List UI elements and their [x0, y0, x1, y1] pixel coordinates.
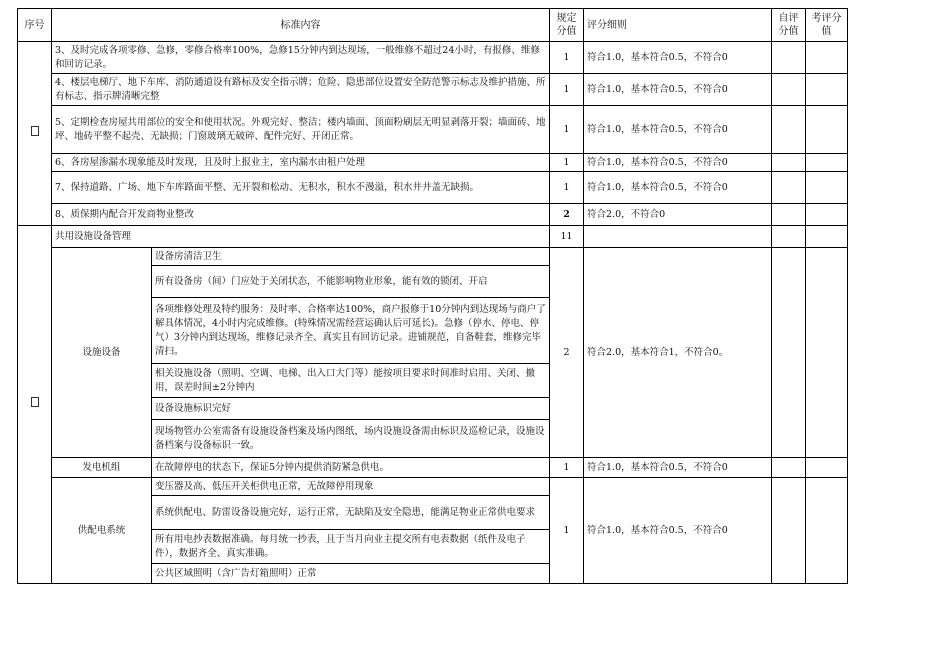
table-row [18, 478, 848, 496]
standard-score: 1 [550, 172, 584, 204]
standard-detail: 符合1.0，基本符合0.5，不符合0 [584, 172, 772, 204]
standard-detail: 符合1.0，基本符合0.5，不符合0 [584, 154, 772, 172]
eval-score-cell[interactable] [806, 248, 848, 458]
eval-score-cell[interactable] [806, 74, 848, 106]
standard-score: 1 [550, 74, 584, 106]
standard-content: 7、保持道路、广场、地下车库路面平整、无开裂和松动、无积水，积水不漫溢，积水井井盖无缺损。 [52, 172, 550, 204]
standard-content: 6、各房屋渗漏水现象能及时发现，且及时上报业主，室内漏水由租户处理 [52, 154, 550, 172]
standard-score: 2 [550, 248, 584, 458]
standard-content: 设备设施标识完好 [152, 398, 550, 420]
header-row [18, 9, 848, 42]
standard-detail: 符合1.0，基本符合0.5，不符合0 [584, 458, 772, 478]
self-score-cell[interactable] [772, 154, 806, 172]
section-title-row [18, 226, 848, 248]
self-score-cell[interactable] [772, 106, 806, 154]
table-row [18, 154, 848, 172]
standard-score: 1 [550, 106, 584, 154]
missing-glyph-icon [31, 126, 39, 136]
standard-content: 系统供配电、防雷设备设施完好，运行正常，无缺陷及安全隐患，能满足物业正常供电要求 [152, 496, 550, 530]
header-self-score: 自评分值 [772, 9, 806, 42]
standard-content: 公共区域照明（含广告灯箱照明）正常 [152, 564, 550, 584]
standard-content: 3、及时完成各项零修、急修，零修合格率100%，急修15分钟内到达现场，一般维修不超过24小时，有报修、维修和回访记录。 [52, 42, 550, 74]
standard-content: 相关设施设备（照明、空调、电梯、出入口大门等）能按项目要求时间准时启用、关闭、撤用，误差时间±2分钟内 [152, 364, 550, 398]
eval-score-cell[interactable] [806, 42, 848, 74]
self-score-cell[interactable] [772, 74, 806, 106]
standard-detail: 符合1.0，基本符合0.5，不符合0 [584, 478, 772, 584]
standard-score: 1 [550, 478, 584, 584]
standard-content: 4、楼层电梯厅、地下车库、消防通道设有路标及安全指示牌；危险、隐患部位设置安全防范警示标志及维护措施、所有标志、指示牌清晰完整 [52, 74, 550, 106]
self-score-cell[interactable] [772, 42, 806, 74]
eval-score-cell[interactable] [806, 172, 848, 204]
standard-score: 2 [550, 204, 584, 226]
standard-detail: 符合1.0，基本符合0.5，不符合0 [584, 106, 772, 154]
standard-content: 8、质保期内配合开发商物业整改 [52, 204, 550, 226]
table-row [18, 204, 848, 226]
eval-score-cell[interactable] [806, 204, 848, 226]
self-score-cell[interactable] [772, 172, 806, 204]
standard-score: 1 [550, 458, 584, 478]
standard-score: 1 [550, 154, 584, 172]
category-label: 发电机组 [52, 458, 152, 478]
self-score-cell[interactable] [772, 478, 806, 584]
standard-content: 所有用电抄表数据准确。每月统一抄表，且于当月向业主提交所有电表数据（纸件及电子件），数据齐全、真实准确。 [152, 530, 550, 564]
header-detail: 评分细则 [584, 9, 772, 42]
standard-content: 设备房清洁卫生 [152, 248, 550, 266]
eval-score-cell[interactable] [806, 226, 848, 248]
standards-table [17, 8, 848, 584]
eval-score-cell[interactable] [806, 458, 848, 478]
standard-content: 所有设备房（间）门应处于关闭状态，不能影响物业形象，能有效的锁闭、开启 [152, 266, 550, 298]
standard-score: 1 [550, 42, 584, 74]
header-eval-score: 考评分值 [806, 9, 848, 42]
standard-content: 各项维修处理及特约服务：及时率、合格率达100%，商户报修于10分钟内到达现场与商户了解具体情况，4小时内完成维修。(特殊情况需经营运确认后可延长)。急修（停水、停电、停气）3分钟内到达现场，维修记录齐全、真实且有回访记录。进铺规范，自备鞋套，维修完毕清扫。 [152, 298, 550, 364]
table-row [18, 74, 848, 106]
category-label: 设施设备 [52, 248, 152, 458]
self-score-cell[interactable] [772, 458, 806, 478]
standard-content: 现场物管办公室需备有设施设备档案及场内图纸，场内设施设备需由标识及巡检记录，设施设备档案与设备标识一致。 [152, 420, 550, 458]
section-title: 共用设施设备管理 [52, 226, 550, 248]
standard-detail: 符合2.0，基本符合1，不符合0。 [584, 248, 772, 458]
standard-content: 变压器及高、低压开关柜供电正常，无故障停用现象 [152, 478, 550, 496]
standard-content: 5、定期检查房屋共用部位的安全和使用状况。外观完好、整洁；楼内墙面、顶面粉刷层无明显剥落开裂；墙面砖、地坪、地砖平整不起壳、无缺损；门窗玻璃无破碎、配件完好、开闭正常。 [52, 106, 550, 154]
standard-content: 在故障停电的状态下，保证5分钟内提供消防紧急供电。 [152, 458, 550, 478]
header-content: 标准内容 [52, 9, 550, 42]
table-row [18, 172, 848, 204]
section-title-score: 11 [550, 226, 584, 248]
table-row [18, 458, 848, 478]
table-row [18, 106, 848, 154]
self-score-cell[interactable] [772, 248, 806, 458]
standard-detail: 符合2.0，不符合0 [584, 204, 772, 226]
category-label: 供配电系统 [52, 478, 152, 584]
eval-score-cell[interactable] [806, 478, 848, 584]
section2-seq [18, 226, 52, 584]
self-score-cell[interactable] [772, 226, 806, 248]
eval-score-cell[interactable] [806, 154, 848, 172]
self-score-cell[interactable] [772, 204, 806, 226]
standard-detail: 符合1.0，基本符合0.5，不符合0 [584, 74, 772, 106]
standard-detail: 符合1.0，基本符合0.5，不符合0 [584, 42, 772, 74]
table-row [18, 42, 848, 74]
eval-score-cell[interactable] [806, 106, 848, 154]
standard-detail [584, 226, 772, 248]
header-seq: 序号 [18, 9, 52, 42]
missing-glyph-icon [31, 397, 39, 407]
table-row [18, 248, 848, 266]
header-score: 规定分值 [550, 9, 584, 42]
section1-seq [18, 42, 52, 226]
